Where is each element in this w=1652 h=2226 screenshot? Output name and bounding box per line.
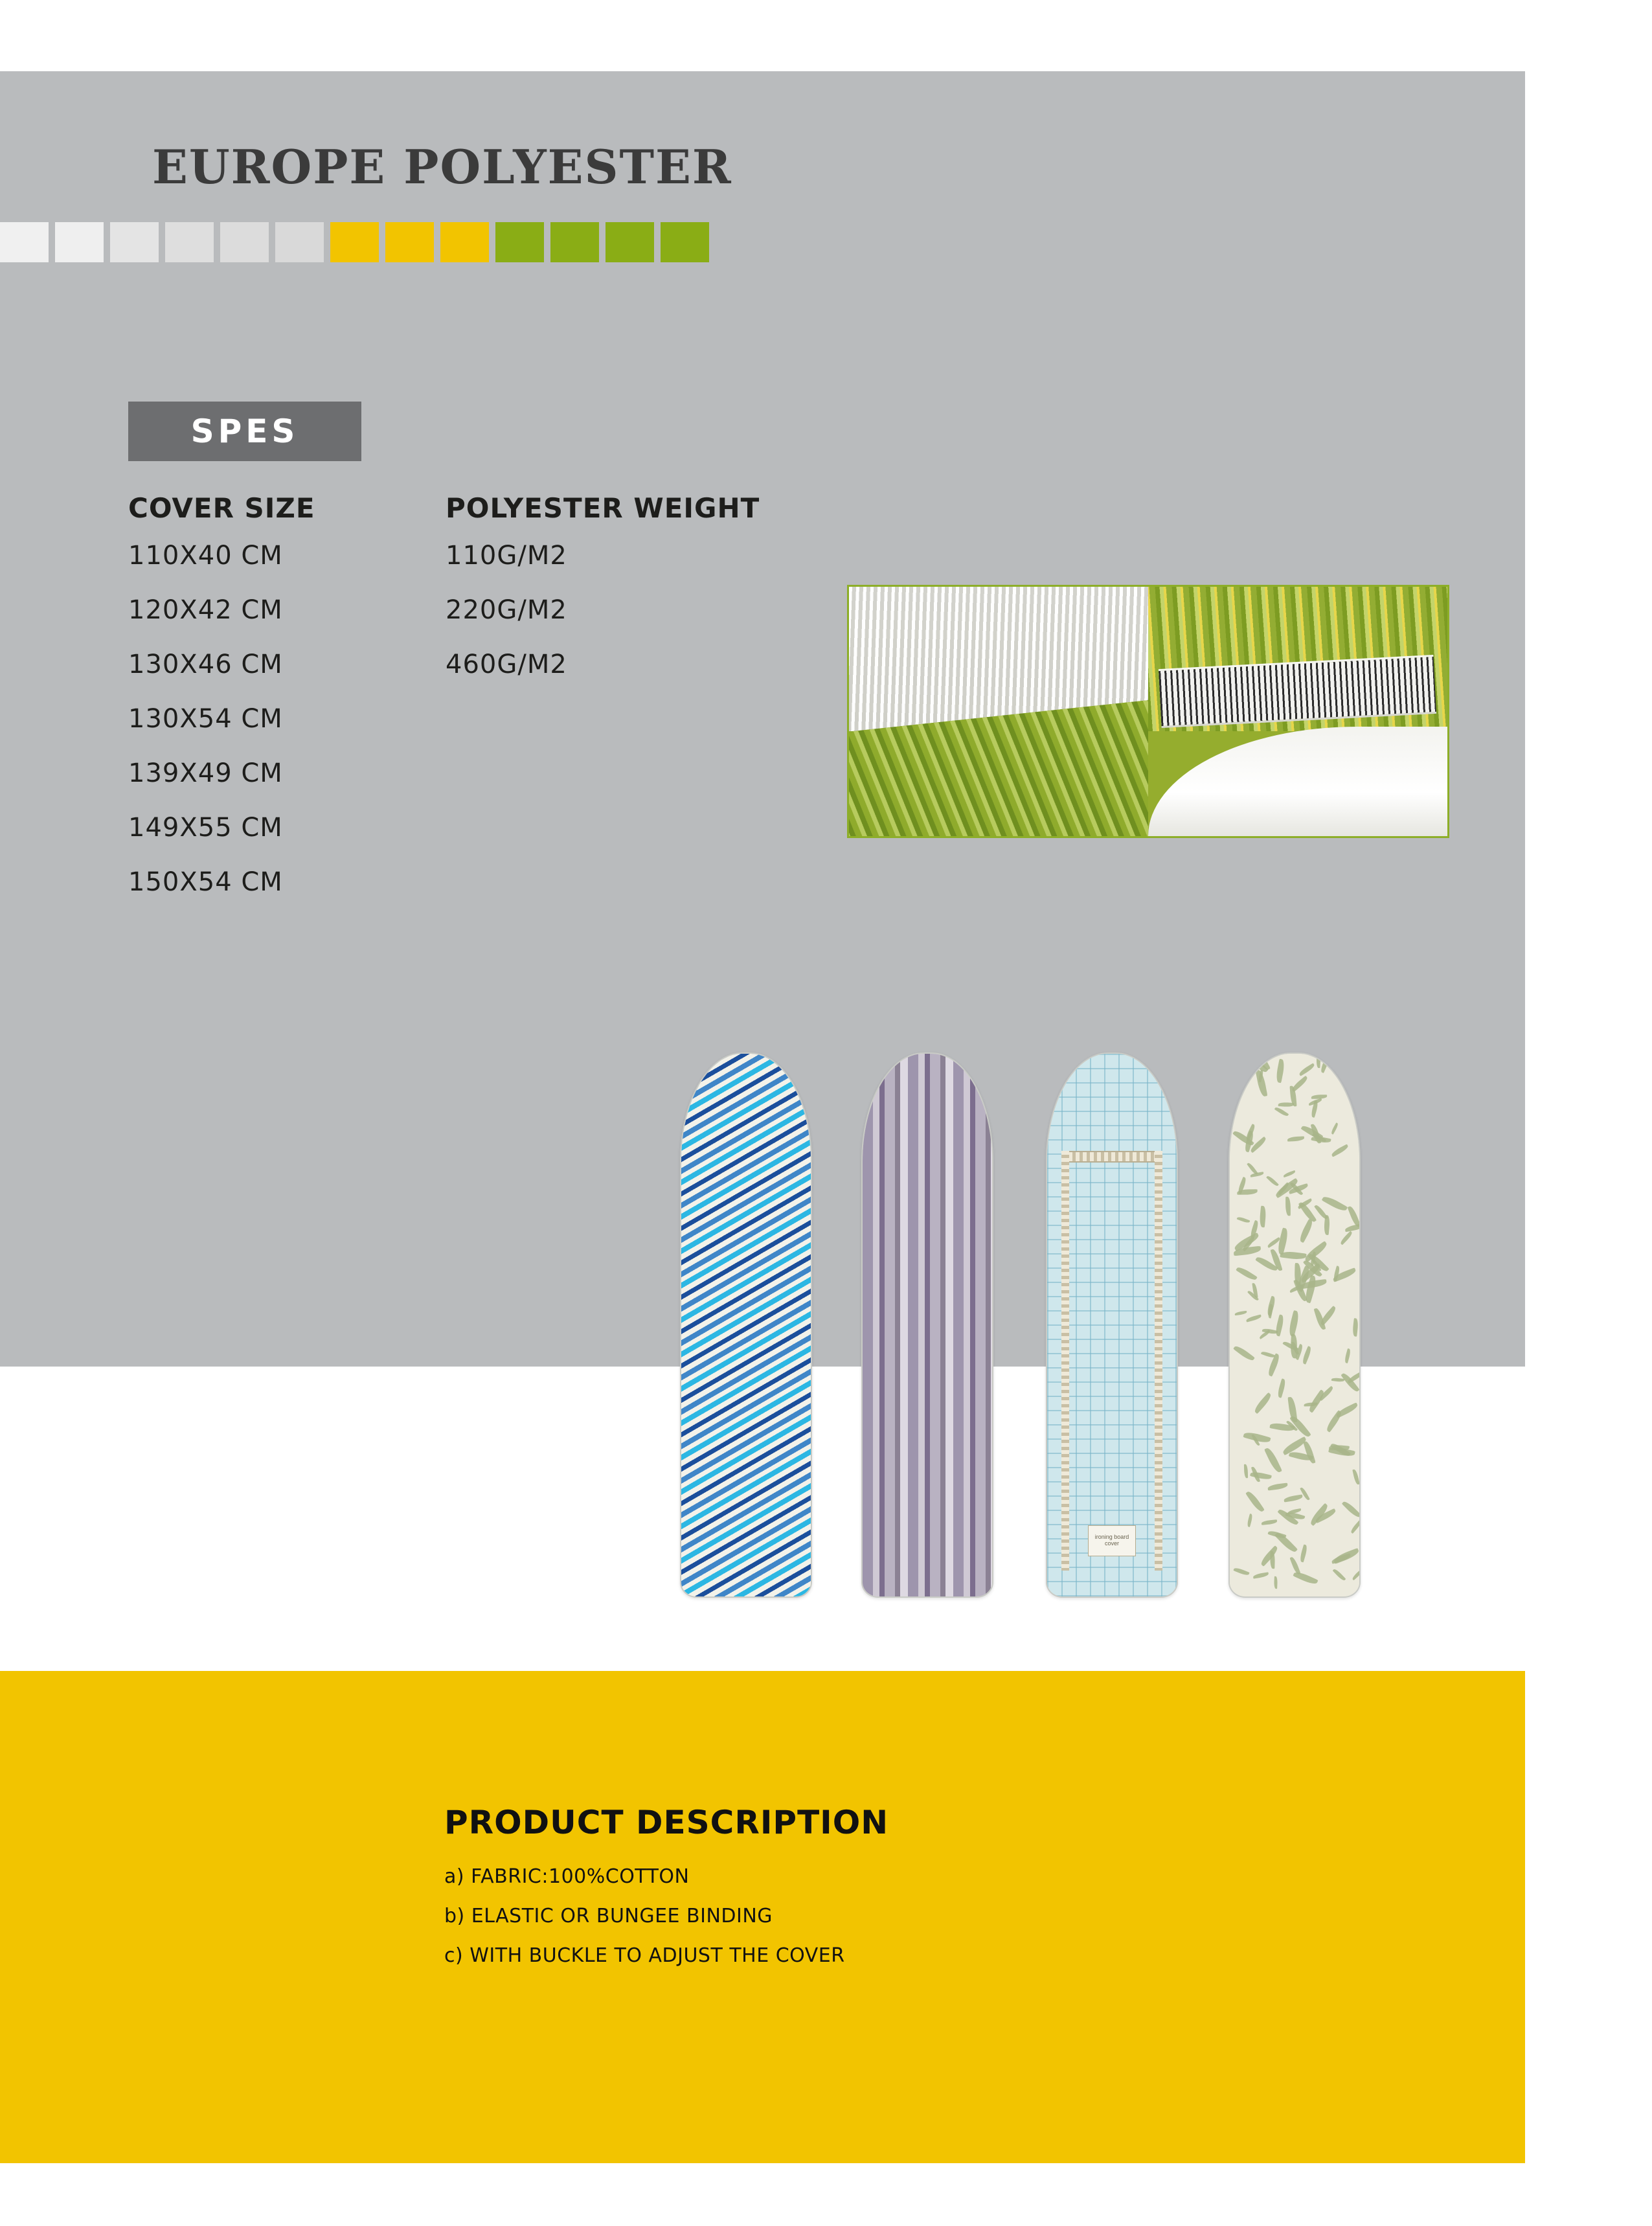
- white-padding-lower: [1148, 727, 1447, 836]
- bamboo-leaf: [1298, 1218, 1315, 1242]
- bamboo-leaf: [1277, 1379, 1287, 1398]
- spec-header-polyester-weight: POLYESTER WEIGHT: [446, 492, 760, 524]
- bamboo-leaf: [1319, 1056, 1330, 1073]
- product-description-title: PRODUCT DESCRIPTION: [444, 1804, 889, 1841]
- bamboo-leaf: [1244, 1464, 1248, 1479]
- bamboo-leaf: [1264, 1446, 1282, 1473]
- spec-row: [128, 758, 760, 788]
- spec-cell-size: 149X55 CM: [128, 813, 283, 843]
- bamboo-leaf: [1274, 1530, 1297, 1554]
- color-swatch-11: [550, 222, 599, 262]
- spec-cell-weight: 110G/M2: [446, 541, 567, 571]
- bamboo-leaf: [1274, 1106, 1288, 1118]
- bamboo-leaf: [1250, 1471, 1272, 1481]
- page-title: EUROPE POLYESTER: [152, 139, 732, 194]
- color-swatch-4: [165, 222, 214, 262]
- bamboo-leaf: [1330, 1144, 1349, 1157]
- ironing-board-purple-stripe: [861, 1052, 993, 1598]
- bamboo-leaf: [1344, 1348, 1352, 1363]
- ironing-board-blue-check: [1046, 1052, 1178, 1598]
- bamboo-leaf: [1268, 1483, 1289, 1491]
- color-swatch-10: [495, 222, 544, 262]
- bamboo-leaf: [1247, 1514, 1253, 1527]
- color-swatch-3: [110, 222, 159, 262]
- bamboo-leaf: [1236, 1216, 1250, 1223]
- bamboo-leaf: [1302, 1346, 1313, 1365]
- bamboo-leaf: [1274, 1314, 1285, 1336]
- bamboo-leaf: [1317, 1053, 1321, 1068]
- board-binding-edge-left: [1061, 1151, 1069, 1571]
- spec-table: [128, 492, 760, 922]
- bamboo-leaf: [1274, 1576, 1278, 1588]
- bamboo-leaf: [1234, 1311, 1247, 1315]
- bamboo-leaf: [1252, 1392, 1273, 1413]
- spec-row: [128, 650, 760, 679]
- bamboo-leaf: [1233, 1567, 1249, 1576]
- bamboo-leaf: [1266, 1175, 1279, 1187]
- color-swatch-strip: [0, 222, 709, 262]
- green-fabric-lower: [849, 731, 1148, 836]
- spec-cell-size: 120X42 CM: [128, 595, 283, 625]
- bamboo-leaf: [1352, 1569, 1361, 1580]
- board-binding-edge-right: [1155, 1151, 1162, 1571]
- color-swatch-9: [440, 222, 489, 262]
- spec-row: [128, 595, 760, 625]
- bamboo-leaf: [1321, 1194, 1348, 1213]
- bamboo-leaf: [1307, 1390, 1326, 1413]
- product-description-list: [444, 1865, 845, 1984]
- color-swatch-8: [385, 222, 434, 262]
- spec-row: [128, 704, 760, 734]
- bamboo-leaf: [1236, 1266, 1258, 1282]
- board-gallery: [670, 1052, 1454, 1609]
- bamboo-leaf: [1333, 1568, 1346, 1582]
- bamboo-leaf: [1280, 1250, 1306, 1260]
- stripe-pattern: [863, 1054, 992, 1596]
- product-description-band: [0, 1671, 1525, 2163]
- bamboo-leaf: [1287, 1137, 1304, 1142]
- bamboo-leaf: [1287, 1396, 1297, 1422]
- bamboo-leaf: [1238, 1189, 1258, 1195]
- bamboo-leaf: [1340, 1231, 1354, 1245]
- board-binding-strap: [1061, 1151, 1162, 1163]
- chevron-pattern: [681, 1054, 811, 1596]
- spec-cell-size: 110X40 CM: [128, 541, 283, 571]
- green-fabric-buckle-detail: [1148, 587, 1447, 836]
- bamboo-leaf: [1331, 1122, 1340, 1135]
- spec-cell-weight: [446, 704, 718, 734]
- spec-row: [128, 867, 760, 897]
- bamboo-leaf: [1261, 1350, 1275, 1359]
- bamboo-leaf: [1259, 1206, 1267, 1228]
- bamboo-leaf: [1293, 1570, 1318, 1586]
- spec-cell-size: 150X54 CM: [128, 867, 283, 897]
- bamboo-leaf: [1352, 1469, 1359, 1485]
- board-care-label: ironing board cover: [1088, 1525, 1136, 1556]
- bamboo-leaf: [1287, 1310, 1300, 1337]
- bamboo-leaf: [1352, 1318, 1358, 1337]
- color-swatch-7: [330, 222, 379, 262]
- ironing-board-chevron-blue: [680, 1052, 812, 1598]
- bamboo-leaf: [1314, 1204, 1328, 1221]
- bamboo-leaf: [1253, 1572, 1269, 1578]
- bamboo-leaf: [1331, 1378, 1344, 1383]
- bamboo-leaf: [1324, 1410, 1343, 1433]
- color-swatch-2: [55, 222, 104, 262]
- spes-badge: [128, 402, 361, 461]
- color-swatch-5: [220, 222, 269, 262]
- bamboo-leaf: [1234, 1344, 1256, 1363]
- product-description-line: a) FABRIC:100%COTTON: [444, 1865, 690, 1888]
- bamboo-leaf: [1245, 1490, 1265, 1514]
- spec-cell-weight: [446, 813, 718, 843]
- detail-photo-strip: [847, 585, 1449, 838]
- bamboo-leaf: [1278, 1102, 1295, 1107]
- spec-cell-weight: 220G/M2: [446, 595, 567, 625]
- color-swatch-6: [275, 222, 324, 262]
- product-description-line: b) ELASTIC OR BUNGEE BINDING: [444, 1905, 773, 1927]
- bamboo-leaf: [1298, 1063, 1316, 1076]
- spec-cell-weight: 460G/M2: [446, 650, 567, 679]
- spec-cell-weight: [446, 758, 718, 788]
- bamboo-leaf: [1341, 1500, 1361, 1519]
- color-swatch-1: [0, 222, 49, 262]
- spec-cell-weight: [446, 867, 718, 897]
- bamboo-leaf: [1303, 1440, 1315, 1464]
- spec-cell-size: 139X49 CM: [128, 758, 283, 788]
- spec-row: [128, 541, 760, 571]
- white-terry-elastic-detail: [849, 587, 1148, 836]
- spec-row: [128, 813, 760, 843]
- spec-cell-size: 130X54 CM: [128, 704, 283, 734]
- spec-header-cover-size: COVER SIZE: [128, 492, 315, 524]
- product-description-line: c) WITH BUCKLE TO ADJUST THE COVER: [444, 1944, 845, 1967]
- bamboo-leaf: [1245, 1314, 1262, 1322]
- bamboo-leaf: [1350, 1520, 1361, 1534]
- bamboo-leaf: [1282, 1170, 1295, 1177]
- bamboo-pattern: [1230, 1054, 1359, 1596]
- spec-cell-size: 130X46 CM: [128, 650, 283, 679]
- spes-badge-label: SPES: [190, 413, 299, 450]
- bamboo-leaf: [1299, 1544, 1308, 1562]
- bamboo-leaf: [1285, 1196, 1291, 1215]
- bamboo-leaf: [1259, 1545, 1279, 1567]
- bamboo-leaf: [1275, 1059, 1285, 1084]
- bamboo-leaf: [1284, 1494, 1303, 1502]
- color-swatch-13: [661, 222, 709, 262]
- bamboo-leaf: [1262, 1519, 1278, 1525]
- ironing-board-bamboo-leaf: [1228, 1052, 1361, 1598]
- spec-table-header: [128, 492, 760, 524]
- color-swatch-12: [605, 222, 654, 262]
- bamboo-leaf: [1290, 1334, 1298, 1358]
